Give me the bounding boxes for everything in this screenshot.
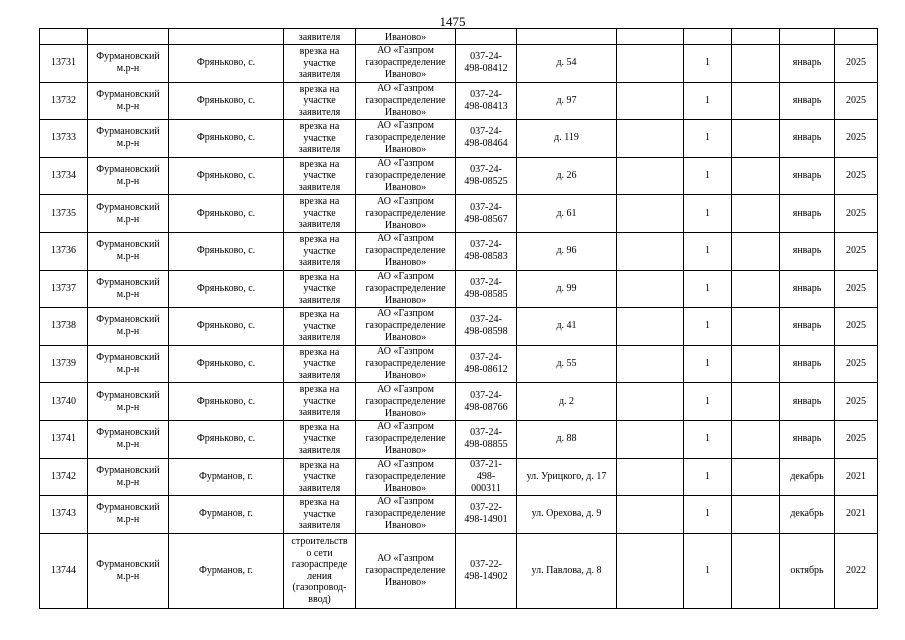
cell-address: ул. Орехова, д. 9 — [517, 496, 617, 534]
table-row — [40, 496, 878, 534]
cell-code: 037-24- 498-08855 — [456, 420, 517, 458]
cell-empty — [732, 120, 780, 158]
cell-type: врезка на участке заявителя — [284, 120, 356, 158]
cell-district: Фурмановский м.р-н — [88, 533, 169, 608]
cell-empty — [617, 82, 684, 120]
cell-type: врезка на участке заявителя — [284, 420, 356, 458]
cell-type: врезка на участке заявителя — [284, 232, 356, 270]
table-row — [40, 458, 878, 496]
cell-number: 13741 — [40, 420, 88, 458]
cell-district: Фурмановский м.р-н — [88, 420, 169, 458]
cell-address: д. 41 — [517, 308, 617, 346]
cell-empty — [617, 308, 684, 346]
cell-address: д. 55 — [517, 345, 617, 383]
cell-empty — [732, 270, 780, 308]
cell-year: 2021 — [835, 496, 878, 534]
cell-quantity: 1 — [684, 420, 732, 458]
cell-address: д. 88 — [517, 420, 617, 458]
cell-district: Фурмановский м.р-н — [88, 120, 169, 158]
table-row — [40, 533, 878, 608]
cell-type: заявителя — [284, 29, 356, 45]
cell-year: 2025 — [835, 420, 878, 458]
cell-year: 2025 — [835, 232, 878, 270]
cell-empty — [617, 195, 684, 233]
cell-type: врезка на участке заявителя — [284, 308, 356, 346]
cell-month: январь — [780, 420, 835, 458]
cell-empty — [617, 232, 684, 270]
cell-empty — [732, 308, 780, 346]
cell-code: 037-24- 498-08567 — [456, 195, 517, 233]
cell-code: 037-21- 498- 000311 — [456, 458, 517, 496]
cell-code: 037-24- 498-08583 — [456, 232, 517, 270]
cell-type: врезка на участке заявителя — [284, 195, 356, 233]
cell-month: январь — [780, 157, 835, 195]
cell-year: 2025 — [835, 383, 878, 421]
cell-org: АО «Газпром газораспределение Иваново» — [356, 308, 456, 346]
cell-empty — [732, 232, 780, 270]
cell-year: 2025 — [835, 345, 878, 383]
cell-empty — [732, 345, 780, 383]
cell-empty — [617, 458, 684, 496]
cell-empty — [617, 45, 684, 83]
table-row-partial — [40, 29, 878, 45]
cell-year: 2022 — [835, 533, 878, 608]
cell-quantity: 1 — [684, 533, 732, 608]
cell-type: врезка на участке заявителя — [284, 496, 356, 534]
cell-month: январь — [780, 308, 835, 346]
cell-year: 2025 — [835, 308, 878, 346]
cell-code: 037-24- 498-08585 — [456, 270, 517, 308]
cell-month: январь — [780, 345, 835, 383]
table-row — [40, 82, 878, 120]
cell-address: ул. Урицкого, д. 17 — [517, 458, 617, 496]
cell-type: врезка на участке заявителя — [284, 45, 356, 83]
cell-year: 2025 — [835, 157, 878, 195]
cell-empty — [732, 533, 780, 608]
cell-org: АО «Газпром газораспределение Иваново» — [356, 120, 456, 158]
cell-quantity: 1 — [684, 157, 732, 195]
cell-district: Фурмановский м.р-н — [88, 270, 169, 308]
cell-number: 13738 — [40, 308, 88, 346]
cell-quantity: 1 — [684, 270, 732, 308]
cell-org: АО «Газпром газораспределение Иваново» — [356, 232, 456, 270]
cell-code: 037-24- 498-08464 — [456, 120, 517, 158]
cell-number: 13739 — [40, 345, 88, 383]
table-row — [40, 270, 878, 308]
cell-org: АО «Газпром газораспределение Иваново» — [356, 533, 456, 608]
cell-locality: Фурманов, г. — [169, 458, 284, 496]
cell-district: Фурмановский м.р-н — [88, 82, 169, 120]
cell-empty — [617, 420, 684, 458]
cell-number: 13744 — [40, 533, 88, 608]
cell-org: АО «Газпром газораспределение Иваново» — [356, 157, 456, 195]
cell-quantity: 1 — [684, 496, 732, 534]
cell-address: д. 97 — [517, 82, 617, 120]
cell-number: 13740 — [40, 383, 88, 421]
cell-month: декабрь — [780, 458, 835, 496]
cell-type: врезка на участке заявителя — [284, 270, 356, 308]
cell-month: январь — [780, 82, 835, 120]
table-row — [40, 120, 878, 158]
cell-number: 13733 — [40, 120, 88, 158]
cell-locality: Фряньково, с. — [169, 195, 284, 233]
cell-quantity: 1 — [684, 120, 732, 158]
cell-number: 13731 — [40, 45, 88, 83]
cell-empty — [732, 496, 780, 534]
cell-org: АО «Газпром газораспределение Иваново» — [356, 420, 456, 458]
cell-empty — [617, 345, 684, 383]
cell-quantity: 1 — [684, 195, 732, 233]
cell-empty — [732, 45, 780, 83]
page-number: 1475 — [439, 14, 466, 29]
cell-type: врезка на участке заявителя — [284, 157, 356, 195]
data-table — [39, 28, 878, 609]
table-row — [40, 308, 878, 346]
cell-org: АО «Газпром газораспределение Иваново» — [356, 458, 456, 496]
cell-locality: Фряньково, с. — [169, 232, 284, 270]
cell-empty — [732, 82, 780, 120]
cell-address: д. 26 — [517, 157, 617, 195]
cell-locality: Фурманов, г. — [169, 496, 284, 534]
cell-org: АО «Газпром газораспределение Иваново» — [356, 45, 456, 83]
cell-quantity: 1 — [684, 82, 732, 120]
cell-number: 13743 — [40, 496, 88, 534]
cell-year: 2025 — [835, 82, 878, 120]
cell-district: Фурмановский м.р-н — [88, 345, 169, 383]
cell-code: 037-24- 498-08412 — [456, 45, 517, 83]
cell-number: 13734 — [40, 157, 88, 195]
cell-empty — [617, 533, 684, 608]
cell-address: д. 96 — [517, 232, 617, 270]
cell-district: Фурмановский м.р-н — [88, 157, 169, 195]
cell-district: Фурмановский м.р-н — [88, 458, 169, 496]
cell-empty — [732, 195, 780, 233]
cell-code: 037-22- 498-14901 — [456, 496, 517, 534]
cell-org: АО «Газпром газораспределение Иваново» — [356, 195, 456, 233]
cell-year: 2025 — [835, 195, 878, 233]
cell-type: строительств о сети газораспреде ления (газопровод- ввод) — [284, 533, 356, 608]
cell-number: 13736 — [40, 232, 88, 270]
cell-year: 2025 — [835, 270, 878, 308]
cell-district: Фурмановский м.р-н — [88, 232, 169, 270]
cell-org: Иваново» — [356, 29, 456, 45]
table-row — [40, 420, 878, 458]
cell-type: врезка на участке заявителя — [284, 82, 356, 120]
cell-district: Фурмановский м.р-н — [88, 308, 169, 346]
cell-address: ул. Павлова, д. 8 — [517, 533, 617, 608]
table-row — [40, 383, 878, 421]
cell-address: д. 54 — [517, 45, 617, 83]
cell-code: 037-22- 498-14902 — [456, 533, 517, 608]
cell-month: январь — [780, 45, 835, 83]
cell-locality: Фряньково, с. — [169, 420, 284, 458]
cell-type: врезка на участке заявителя — [284, 458, 356, 496]
cell-type: врезка на участке заявителя — [284, 383, 356, 421]
cell-year: 2021 — [835, 458, 878, 496]
cell-month: январь — [780, 270, 835, 308]
cell-code: 037-24- 498-08612 — [456, 345, 517, 383]
cell-month: январь — [780, 195, 835, 233]
cell-org: АО «Газпром газораспределение Иваново» — [356, 496, 456, 534]
cell-month: октябрь — [780, 533, 835, 608]
cell-locality: Фряньково, с. — [169, 82, 284, 120]
cell-org: АО «Газпром газораспределение Иваново» — [356, 345, 456, 383]
cell-code: 037-24- 498-08598 — [456, 308, 517, 346]
cell-locality: Фряньково, с. — [169, 270, 284, 308]
cell-empty — [732, 420, 780, 458]
cell-locality: Фряньково, с. — [169, 45, 284, 83]
cell-month: январь — [780, 383, 835, 421]
cell-month: декабрь — [780, 496, 835, 534]
cell-empty — [732, 157, 780, 195]
cell-locality: Фряньково, с. — [169, 383, 284, 421]
cell-empty — [617, 120, 684, 158]
cell-month: январь — [780, 120, 835, 158]
cell-address: д. 99 — [517, 270, 617, 308]
cell-locality: Фурманов, г. — [169, 533, 284, 608]
table-row — [40, 232, 878, 270]
cell-number: 13737 — [40, 270, 88, 308]
cell-address: д. 61 — [517, 195, 617, 233]
cell-empty — [732, 383, 780, 421]
cell-district: Фурмановский м.р-н — [88, 45, 169, 83]
cell-number: 13742 — [40, 458, 88, 496]
cell-number: 13735 — [40, 195, 88, 233]
cell-code: 037-24- 498-08525 — [456, 157, 517, 195]
cell-month: январь — [780, 232, 835, 270]
table-row — [40, 157, 878, 195]
table-row — [40, 195, 878, 233]
cell-empty — [732, 458, 780, 496]
cell-org: АО «Газпром газораспределение Иваново» — [356, 383, 456, 421]
cell-code: 037-24- 498-08766 — [456, 383, 517, 421]
cell-address: д. 119 — [517, 120, 617, 158]
cell-number: 13732 — [40, 82, 88, 120]
cell-quantity: 1 — [684, 383, 732, 421]
cell-quantity: 1 — [684, 458, 732, 496]
table-row — [40, 45, 878, 83]
cell-empty — [617, 496, 684, 534]
cell-locality: Фряньково, с. — [169, 157, 284, 195]
cell-quantity: 1 — [684, 232, 732, 270]
cell-locality: Фряньково, с. — [169, 120, 284, 158]
cell-org: АО «Газпром газораспределение Иваново» — [356, 270, 456, 308]
cell-empty — [617, 157, 684, 195]
cell-district: Фурмановский м.р-н — [88, 383, 169, 421]
cell-year: 2025 — [835, 45, 878, 83]
table-row — [40, 345, 878, 383]
cell-district: Фурмановский м.р-н — [88, 195, 169, 233]
cell-code: 037-24- 498-08413 — [456, 82, 517, 120]
cell-quantity: 1 — [684, 345, 732, 383]
cell-empty — [617, 270, 684, 308]
cell-quantity: 1 — [684, 308, 732, 346]
cell-quantity: 1 — [684, 45, 732, 83]
cell-district: Фурмановский м.р-н — [88, 496, 169, 534]
cell-empty — [617, 383, 684, 421]
cell-type: врезка на участке заявителя — [284, 345, 356, 383]
cell-address: д. 2 — [517, 383, 617, 421]
cell-locality: Фряньково, с. — [169, 308, 284, 346]
cell-locality: Фряньково, с. — [169, 345, 284, 383]
cell-org: АО «Газпром газораспределение Иваново» — [356, 82, 456, 120]
cell-year: 2025 — [835, 120, 878, 158]
